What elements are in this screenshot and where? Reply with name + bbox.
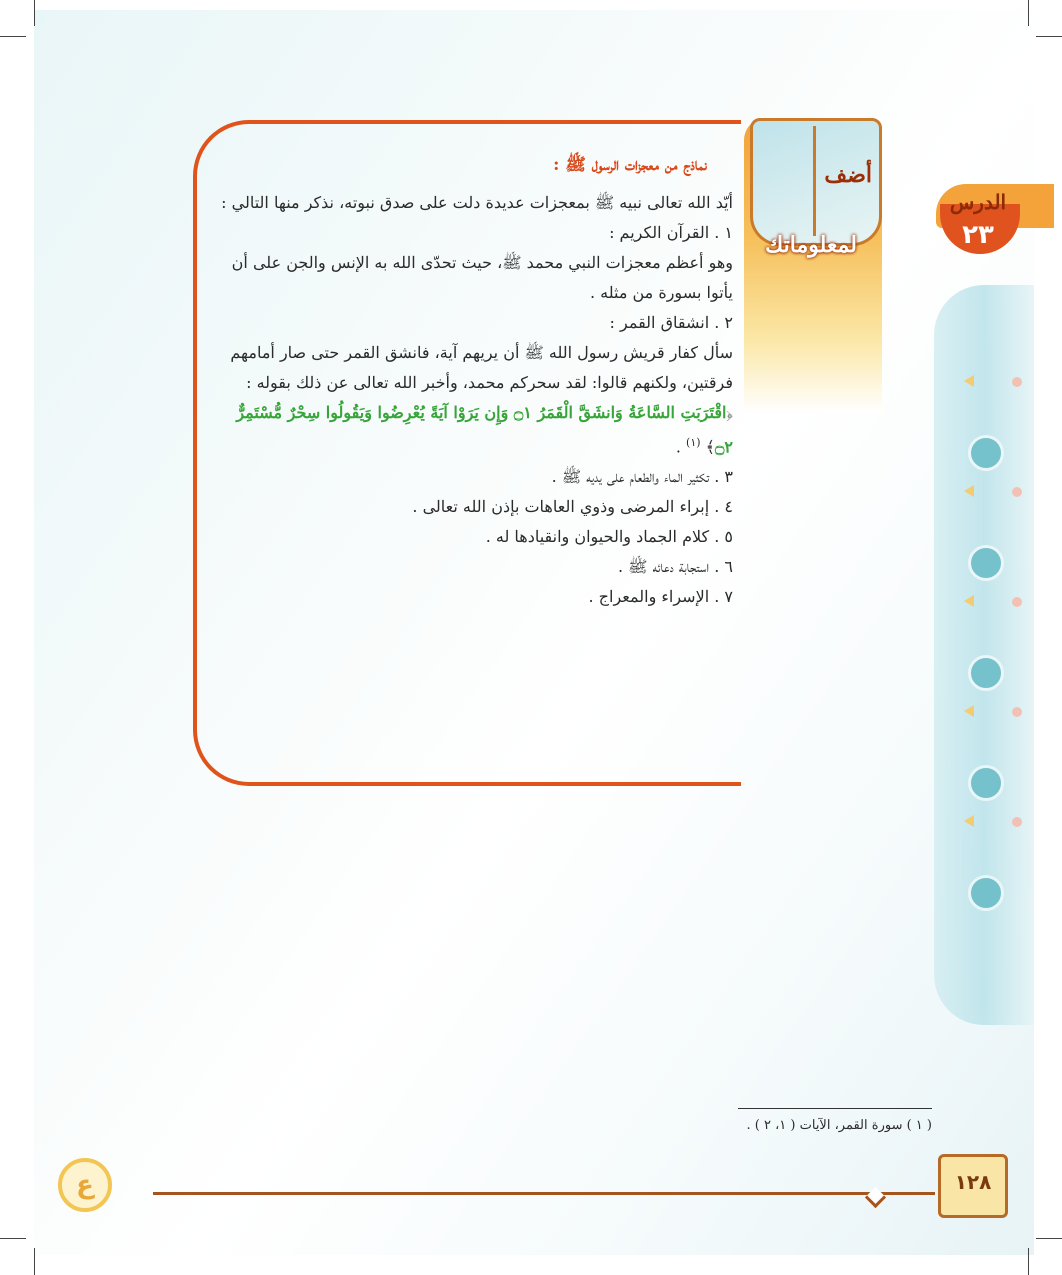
crop-mark [34,1248,35,1275]
ornament-arrow-icon [964,485,974,497]
item-2-text: سأل كفار قريش رسول الله ﷺ أن يريهم آية، فانشق القمر حتى صار أمامهم فرقتين، ولكنهم قالوا: لقد سحركم محمد، وأخبر الله تعالى عن ذلك بقوله : [230,343,733,392]
item-2-body [215,338,733,462]
crop-mark [0,1238,26,1239]
ornament-arrow-icon [964,375,974,387]
ornament-dot-icon [1012,597,1022,607]
lesson-tab [936,184,1054,268]
ornament-dot-icon [1012,377,1022,387]
ornament-arrow-icon [964,705,974,717]
ornament-arrow-icon [964,595,974,607]
verse-close: ﴾ [705,437,716,457]
verse-end: . [675,437,681,457]
crop-mark [0,36,26,37]
ornament-dot-icon [1012,817,1022,827]
ornament-knot-icon [968,655,1004,691]
info-tab-title: أضف [824,162,872,188]
item-1-title: ١ . القرآن الكريم : [609,223,733,242]
section-heading: نماذج من معجزات الرسول ﷺ : [553,155,707,175]
page-number: ١٢٨ [954,1170,992,1194]
info-tab-subtitle: لمعلوماتك [765,232,857,258]
item-1-body: وهو أعظم معجزات النبي محمد ﷺ، حيث تحدّى الله به الإنس والجن على أن يأتوا بسورة من مثله . [231,253,733,302]
ornament-knot-icon [968,765,1004,801]
ornament-knot-icon [968,435,1004,471]
item-6: ٦ . استجابة دعائه ﷺ . [617,557,733,577]
quran-verse: اقْتَرَبَتِ السَّاعَةُ وَانشَقَّ الْقَمَرُ ۝١ وَإِن يَرَوْا آيَةً يُعْرِضُوا وَيَقُولُوا سِحْرٌ مُّسْتَمِرٌّ ۝٢ [236,403,733,457]
footnote: ( ١ ) سورة القمر، الآيات ( ١، ٢ ) . [746,1118,932,1133]
item-7: ٧ . الإسراء والمعراج . [588,587,733,607]
bottom-rule [153,1192,935,1195]
item-3: ٣ . تكثير الماء والطعام على يديه ﷺ . [551,467,733,487]
publisher-logo-icon: ع [58,1158,112,1212]
crop-mark [1036,1238,1062,1239]
crop-mark [1036,36,1062,37]
ornament-dot-icon [1012,487,1022,497]
item-4: ٤ . إبراء المرضى وذوي العاهات بإذن الله تعالى . [412,497,733,517]
ornament-knot-icon [968,875,1004,911]
page-number-box [938,1154,1008,1218]
ornament-arrow-icon [964,815,974,827]
verse-open: ﴿ [726,403,733,422]
item-2-title: ٢ . انشقاق القمر : [609,313,733,332]
intro-paragraph: أيّد الله تعالى نبيه ﷺ بمعجزات عديدة دلت على صدق نبوته، نذكر منها التالي : [221,193,733,212]
crop-mark [34,0,35,26]
ornament-knot-icon [968,545,1004,581]
footnote-ref: (١) [686,436,701,449]
footnote-rule [738,1108,932,1109]
ornament-column [934,285,1034,1025]
ornament-dot-icon [1012,707,1022,717]
content-body [215,150,733,612]
crop-mark [1028,0,1029,26]
crop-mark [1028,1248,1029,1275]
lesson-number: ٢٣ [962,220,994,250]
lesson-label: الدرس [949,190,1007,214]
item-5: ٥ . كلام الجماد والحيوان وانقيادها له . [485,527,733,547]
